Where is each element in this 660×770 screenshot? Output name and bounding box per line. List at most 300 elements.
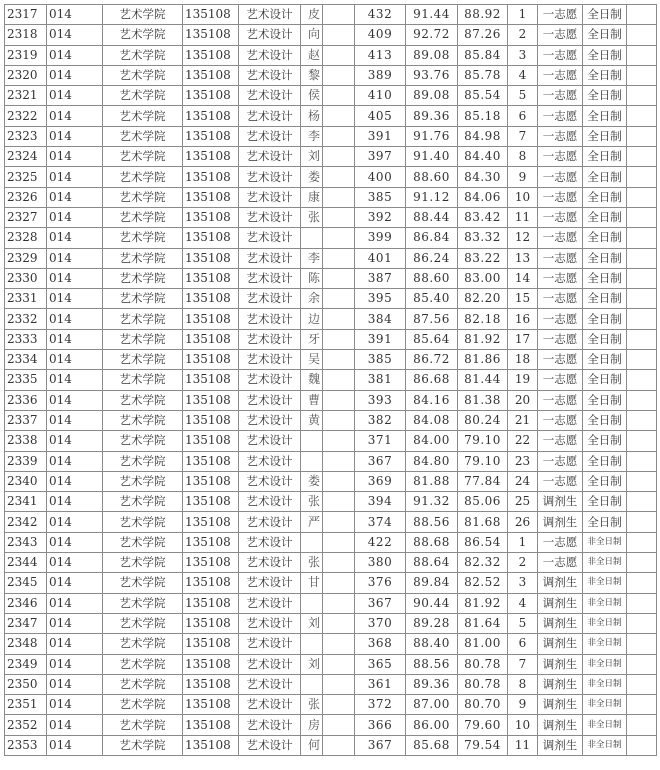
trailing-cell bbox=[627, 350, 657, 370]
rank-cell: 2 bbox=[508, 25, 538, 45]
final-score-cell: 85.18 bbox=[458, 106, 508, 126]
major-name-cell: 艺术设计 bbox=[239, 735, 301, 755]
candidate-name-cell: 严 bbox=[301, 512, 323, 532]
college-name-cell: 艺术学院 bbox=[103, 329, 183, 349]
final-score-cell: 81.64 bbox=[458, 613, 508, 633]
rank-cell: 18 bbox=[508, 350, 538, 370]
row-id-cell: 2344 bbox=[5, 553, 47, 573]
major-code-cell: 135108 bbox=[183, 106, 239, 126]
volunteer-type-cell: 一志愿 bbox=[538, 553, 583, 573]
blank-gap-cell bbox=[323, 410, 355, 430]
table-row bbox=[5, 248, 657, 268]
college-code-cell: 014 bbox=[47, 451, 103, 471]
blank-gap-cell bbox=[323, 167, 355, 187]
college-code-cell: 014 bbox=[47, 187, 103, 207]
trailing-cell bbox=[627, 187, 657, 207]
final-score-cell: 77.84 bbox=[458, 471, 508, 491]
rank-cell: 11 bbox=[508, 735, 538, 755]
college-name-cell: 艺术学院 bbox=[103, 147, 183, 167]
major-code-cell: 135108 bbox=[183, 187, 239, 207]
row-id-cell: 2317 bbox=[5, 5, 47, 25]
retest-score-cell: 86.72 bbox=[406, 350, 458, 370]
major-name-cell: 艺术设计 bbox=[239, 350, 301, 370]
total-score-cell: 387 bbox=[355, 268, 406, 288]
trailing-cell bbox=[627, 573, 657, 593]
final-score-cell: 83.00 bbox=[458, 268, 508, 288]
major-code-cell: 135108 bbox=[183, 329, 239, 349]
major-name-cell: 艺术设计 bbox=[239, 289, 301, 309]
retest-score-cell: 91.44 bbox=[406, 5, 458, 25]
final-score-cell: 85.78 bbox=[458, 65, 508, 85]
major-name-cell: 艺术设计 bbox=[239, 106, 301, 126]
study-mode-cell: 全日制 bbox=[583, 167, 627, 187]
volunteer-type-cell: 一志愿 bbox=[538, 228, 583, 248]
candidate-name-cell: 刘 bbox=[301, 147, 323, 167]
major-name-cell: 艺术设计 bbox=[239, 410, 301, 430]
rank-cell: 2 bbox=[508, 553, 538, 573]
table-body bbox=[5, 5, 657, 756]
major-name-cell: 艺术设计 bbox=[239, 167, 301, 187]
major-name-cell: 艺术设计 bbox=[239, 573, 301, 593]
blank-gap-cell bbox=[323, 654, 355, 674]
row-id-cell: 2327 bbox=[5, 207, 47, 227]
college-code-cell: 014 bbox=[47, 228, 103, 248]
blank-gap-cell bbox=[323, 613, 355, 633]
study-mode-cell: 全日制 bbox=[583, 410, 627, 430]
trailing-cell bbox=[627, 289, 657, 309]
total-score-cell: 372 bbox=[355, 695, 406, 715]
final-score-cell: 83.42 bbox=[458, 207, 508, 227]
major-name-cell: 艺术设计 bbox=[239, 715, 301, 735]
trailing-cell bbox=[627, 207, 657, 227]
table-row bbox=[5, 695, 657, 715]
blank-gap-cell bbox=[323, 512, 355, 532]
total-score-cell: 367 bbox=[355, 735, 406, 755]
retest-score-cell: 88.60 bbox=[406, 268, 458, 288]
blank-gap-cell bbox=[323, 5, 355, 25]
retest-score-cell: 89.36 bbox=[406, 674, 458, 694]
major-code-cell: 135108 bbox=[183, 431, 239, 451]
college-name-cell: 艺术学院 bbox=[103, 65, 183, 85]
major-code-cell: 135108 bbox=[183, 228, 239, 248]
college-code-cell: 014 bbox=[47, 593, 103, 613]
table-row bbox=[5, 532, 657, 552]
college-name-cell: 艺术学院 bbox=[103, 370, 183, 390]
college-code-cell: 014 bbox=[47, 654, 103, 674]
retest-score-cell: 88.56 bbox=[406, 512, 458, 532]
blank-gap-cell bbox=[323, 147, 355, 167]
final-score-cell: 79.10 bbox=[458, 451, 508, 471]
total-score-cell: 389 bbox=[355, 65, 406, 85]
trailing-cell bbox=[627, 410, 657, 430]
table-row bbox=[5, 390, 657, 410]
rank-cell: 10 bbox=[508, 187, 538, 207]
major-code-cell: 135108 bbox=[183, 248, 239, 268]
final-score-cell: 82.20 bbox=[458, 289, 508, 309]
major-code-cell: 135108 bbox=[183, 268, 239, 288]
study-mode-cell: 全日制 bbox=[583, 86, 627, 106]
rank-cell: 14 bbox=[508, 268, 538, 288]
blank-gap-cell bbox=[323, 471, 355, 491]
candidate-name-cell: 向 bbox=[301, 25, 323, 45]
major-code-cell: 135108 bbox=[183, 25, 239, 45]
college-name-cell: 艺术学院 bbox=[103, 735, 183, 755]
total-score-cell: 381 bbox=[355, 370, 406, 390]
trailing-cell bbox=[627, 126, 657, 146]
retest-score-cell: 84.08 bbox=[406, 410, 458, 430]
major-code-cell: 135108 bbox=[183, 390, 239, 410]
college-code-cell: 014 bbox=[47, 207, 103, 227]
major-name-cell: 艺术设计 bbox=[239, 86, 301, 106]
row-id-cell: 2341 bbox=[5, 492, 47, 512]
study-mode-cell: 全日制 bbox=[583, 289, 627, 309]
major-code-cell: 135108 bbox=[183, 735, 239, 755]
major-name-cell: 艺术设计 bbox=[239, 228, 301, 248]
volunteer-type-cell: 一志愿 bbox=[538, 289, 583, 309]
college-code-cell: 014 bbox=[47, 25, 103, 45]
volunteer-type-cell: 调剂生 bbox=[538, 715, 583, 735]
total-score-cell: 422 bbox=[355, 532, 406, 552]
college-name-cell: 艺术学院 bbox=[103, 654, 183, 674]
major-name-cell: 艺术设计 bbox=[239, 65, 301, 85]
college-name-cell: 艺术学院 bbox=[103, 5, 183, 25]
blank-gap-cell bbox=[323, 370, 355, 390]
study-mode-cell: 非全日制 bbox=[583, 613, 627, 633]
major-name-cell: 艺术设计 bbox=[239, 370, 301, 390]
total-score-cell: 395 bbox=[355, 289, 406, 309]
table-row bbox=[5, 512, 657, 532]
study-mode-cell: 全日制 bbox=[583, 45, 627, 65]
blank-gap-cell bbox=[323, 593, 355, 613]
total-score-cell: 409 bbox=[355, 25, 406, 45]
study-mode-cell: 全日制 bbox=[583, 268, 627, 288]
major-code-cell: 135108 bbox=[183, 350, 239, 370]
total-score-cell: 367 bbox=[355, 593, 406, 613]
retest-score-cell: 88.64 bbox=[406, 553, 458, 573]
college-name-cell: 艺术学院 bbox=[103, 573, 183, 593]
major-name-cell: 艺术设计 bbox=[239, 654, 301, 674]
college-name-cell: 艺术学院 bbox=[103, 634, 183, 654]
blank-gap-cell bbox=[323, 248, 355, 268]
major-name-cell: 艺术设计 bbox=[239, 5, 301, 25]
college-code-cell: 014 bbox=[47, 350, 103, 370]
rank-cell: 23 bbox=[508, 451, 538, 471]
table-row bbox=[5, 106, 657, 126]
major-code-cell: 135108 bbox=[183, 512, 239, 532]
candidate-name-cell: 刘 bbox=[301, 613, 323, 633]
trailing-cell bbox=[627, 86, 657, 106]
candidate-name-cell bbox=[301, 228, 323, 248]
college-code-cell: 014 bbox=[47, 553, 103, 573]
blank-gap-cell bbox=[323, 532, 355, 552]
trailing-cell bbox=[627, 512, 657, 532]
college-code-cell: 014 bbox=[47, 471, 103, 491]
major-name-cell: 艺术设计 bbox=[239, 329, 301, 349]
study-mode-cell: 全日制 bbox=[583, 370, 627, 390]
blank-gap-cell bbox=[323, 715, 355, 735]
row-id-cell: 2325 bbox=[5, 167, 47, 187]
table-row bbox=[5, 268, 657, 288]
retest-score-cell: 91.32 bbox=[406, 492, 458, 512]
trailing-cell bbox=[627, 25, 657, 45]
final-score-cell: 83.32 bbox=[458, 228, 508, 248]
volunteer-type-cell: 调剂生 bbox=[538, 492, 583, 512]
row-id-cell: 2337 bbox=[5, 410, 47, 430]
blank-gap-cell bbox=[323, 329, 355, 349]
volunteer-type-cell: 一志愿 bbox=[538, 5, 583, 25]
volunteer-type-cell: 一志愿 bbox=[538, 248, 583, 268]
retest-score-cell: 81.88 bbox=[406, 471, 458, 491]
retest-score-cell: 93.76 bbox=[406, 65, 458, 85]
trailing-cell bbox=[627, 370, 657, 390]
final-score-cell: 84.40 bbox=[458, 147, 508, 167]
table-row bbox=[5, 167, 657, 187]
table-row bbox=[5, 654, 657, 674]
study-mode-cell: 全日制 bbox=[583, 431, 627, 451]
major-code-cell: 135108 bbox=[183, 593, 239, 613]
final-score-cell: 80.78 bbox=[458, 674, 508, 694]
total-score-cell: 369 bbox=[355, 471, 406, 491]
volunteer-type-cell: 一志愿 bbox=[538, 370, 583, 390]
table-row bbox=[5, 613, 657, 633]
final-score-cell: 81.38 bbox=[458, 390, 508, 410]
volunteer-type-cell: 一志愿 bbox=[538, 431, 583, 451]
major-name-cell: 艺术设计 bbox=[239, 553, 301, 573]
final-score-cell: 82.18 bbox=[458, 309, 508, 329]
study-mode-cell: 非全日制 bbox=[583, 573, 627, 593]
college-name-cell: 艺术学院 bbox=[103, 390, 183, 410]
volunteer-type-cell: 一志愿 bbox=[538, 147, 583, 167]
trailing-cell bbox=[627, 492, 657, 512]
rank-cell: 17 bbox=[508, 329, 538, 349]
college-code-cell: 014 bbox=[47, 329, 103, 349]
college-name-cell: 艺术学院 bbox=[103, 45, 183, 65]
rank-cell: 5 bbox=[508, 86, 538, 106]
row-id-cell: 2345 bbox=[5, 573, 47, 593]
final-score-cell: 81.92 bbox=[458, 329, 508, 349]
total-score-cell: 370 bbox=[355, 613, 406, 633]
rank-cell: 7 bbox=[508, 654, 538, 674]
retest-score-cell: 88.68 bbox=[406, 532, 458, 552]
candidate-name-cell: 娄 bbox=[301, 167, 323, 187]
major-code-cell: 135108 bbox=[183, 573, 239, 593]
final-score-cell: 85.84 bbox=[458, 45, 508, 65]
retest-score-cell: 86.24 bbox=[406, 248, 458, 268]
study-mode-cell: 全日制 bbox=[583, 512, 627, 532]
college-name-cell: 艺术学院 bbox=[103, 593, 183, 613]
trailing-cell bbox=[627, 45, 657, 65]
trailing-cell bbox=[627, 735, 657, 755]
retest-score-cell: 87.56 bbox=[406, 309, 458, 329]
study-mode-cell: 全日制 bbox=[583, 451, 627, 471]
volunteer-type-cell: 一志愿 bbox=[538, 25, 583, 45]
study-mode-cell: 全日制 bbox=[583, 471, 627, 491]
study-mode-cell: 非全日制 bbox=[583, 553, 627, 573]
study-mode-cell: 全日制 bbox=[583, 207, 627, 227]
rank-cell: 9 bbox=[508, 167, 538, 187]
blank-gap-cell bbox=[323, 573, 355, 593]
major-code-cell: 135108 bbox=[183, 492, 239, 512]
volunteer-type-cell: 一志愿 bbox=[538, 86, 583, 106]
row-id-cell: 2323 bbox=[5, 126, 47, 146]
row-id-cell: 2318 bbox=[5, 25, 47, 45]
rank-cell: 22 bbox=[508, 431, 538, 451]
major-name-cell: 艺术设计 bbox=[239, 431, 301, 451]
candidate-name-cell: 侯 bbox=[301, 86, 323, 106]
table-row bbox=[5, 329, 657, 349]
candidate-name-cell: 李 bbox=[301, 126, 323, 146]
college-code-cell: 014 bbox=[47, 5, 103, 25]
retest-score-cell: 91.40 bbox=[406, 147, 458, 167]
blank-gap-cell bbox=[323, 634, 355, 654]
college-code-cell: 014 bbox=[47, 86, 103, 106]
row-id-cell: 2339 bbox=[5, 451, 47, 471]
study-mode-cell: 全日制 bbox=[583, 492, 627, 512]
retest-score-cell: 89.36 bbox=[406, 106, 458, 126]
total-score-cell: 361 bbox=[355, 674, 406, 694]
rank-cell: 12 bbox=[508, 228, 538, 248]
retest-score-cell: 88.44 bbox=[406, 207, 458, 227]
final-score-cell: 81.86 bbox=[458, 350, 508, 370]
major-code-cell: 135108 bbox=[183, 471, 239, 491]
major-name-cell: 艺术设计 bbox=[239, 248, 301, 268]
candidate-name-cell: 娄 bbox=[301, 471, 323, 491]
table-row bbox=[5, 147, 657, 167]
retest-score-cell: 87.00 bbox=[406, 695, 458, 715]
major-name-cell: 艺术设计 bbox=[239, 25, 301, 45]
retest-score-cell: 88.60 bbox=[406, 167, 458, 187]
trailing-cell bbox=[627, 106, 657, 126]
rank-cell: 24 bbox=[508, 471, 538, 491]
major-name-cell: 艺术设计 bbox=[239, 492, 301, 512]
study-mode-cell: 全日制 bbox=[583, 65, 627, 85]
candidate-name-cell: 赵 bbox=[301, 45, 323, 65]
college-code-cell: 014 bbox=[47, 106, 103, 126]
rank-cell: 5 bbox=[508, 613, 538, 633]
retest-score-cell: 89.08 bbox=[406, 45, 458, 65]
table-row bbox=[5, 187, 657, 207]
row-id-cell: 2321 bbox=[5, 86, 47, 106]
trailing-cell bbox=[627, 553, 657, 573]
row-id-cell: 2333 bbox=[5, 329, 47, 349]
rank-cell: 8 bbox=[508, 674, 538, 694]
candidate-name-cell bbox=[301, 431, 323, 451]
major-code-cell: 135108 bbox=[183, 451, 239, 471]
college-name-cell: 艺术学院 bbox=[103, 695, 183, 715]
college-name-cell: 艺术学院 bbox=[103, 126, 183, 146]
college-name-cell: 艺术学院 bbox=[103, 289, 183, 309]
major-name-cell: 艺术设计 bbox=[239, 451, 301, 471]
college-code-cell: 014 bbox=[47, 613, 103, 633]
volunteer-type-cell: 一志愿 bbox=[538, 350, 583, 370]
row-id-cell: 2342 bbox=[5, 512, 47, 532]
major-code-cell: 135108 bbox=[183, 289, 239, 309]
total-score-cell: 380 bbox=[355, 553, 406, 573]
table-row bbox=[5, 471, 657, 491]
total-score-cell: 382 bbox=[355, 410, 406, 430]
study-mode-cell: 非全日制 bbox=[583, 654, 627, 674]
trailing-cell bbox=[627, 5, 657, 25]
candidate-name-cell: 房 bbox=[301, 715, 323, 735]
college-code-cell: 014 bbox=[47, 573, 103, 593]
candidate-name-cell bbox=[301, 593, 323, 613]
table-row bbox=[5, 553, 657, 573]
candidate-name-cell: 陈 bbox=[301, 268, 323, 288]
row-id-cell: 2329 bbox=[5, 248, 47, 268]
final-score-cell: 80.24 bbox=[458, 410, 508, 430]
total-score-cell: 384 bbox=[355, 309, 406, 329]
rank-cell: 25 bbox=[508, 492, 538, 512]
trailing-cell bbox=[627, 654, 657, 674]
major-name-cell: 艺术设计 bbox=[239, 471, 301, 491]
college-name-cell: 艺术学院 bbox=[103, 613, 183, 633]
rank-cell: 4 bbox=[508, 593, 538, 613]
row-id-cell: 2348 bbox=[5, 634, 47, 654]
final-score-cell: 84.30 bbox=[458, 167, 508, 187]
candidate-name-cell: 康 bbox=[301, 187, 323, 207]
retest-score-cell: 88.40 bbox=[406, 634, 458, 654]
admission-score-table-container bbox=[4, 4, 656, 756]
blank-gap-cell bbox=[323, 268, 355, 288]
row-id-cell: 2334 bbox=[5, 350, 47, 370]
major-code-cell: 135108 bbox=[183, 410, 239, 430]
trailing-cell bbox=[627, 613, 657, 633]
study-mode-cell: 全日制 bbox=[583, 187, 627, 207]
total-score-cell: 393 bbox=[355, 390, 406, 410]
candidate-name-cell bbox=[301, 532, 323, 552]
total-score-cell: 397 bbox=[355, 147, 406, 167]
study-mode-cell: 非全日制 bbox=[583, 695, 627, 715]
study-mode-cell: 全日制 bbox=[583, 228, 627, 248]
college-code-cell: 014 bbox=[47, 268, 103, 288]
candidate-name-cell: 边 bbox=[301, 309, 323, 329]
candidate-name-cell: 甘 bbox=[301, 573, 323, 593]
final-score-cell: 82.32 bbox=[458, 553, 508, 573]
trailing-cell bbox=[627, 532, 657, 552]
major-name-cell: 艺术设计 bbox=[239, 674, 301, 694]
study-mode-cell: 全日制 bbox=[583, 126, 627, 146]
college-name-cell: 艺术学院 bbox=[103, 106, 183, 126]
study-mode-cell: 全日制 bbox=[583, 390, 627, 410]
major-code-cell: 135108 bbox=[183, 370, 239, 390]
trailing-cell bbox=[627, 695, 657, 715]
major-name-cell: 艺术设计 bbox=[239, 613, 301, 633]
volunteer-type-cell: 调剂生 bbox=[538, 674, 583, 694]
college-code-cell: 014 bbox=[47, 634, 103, 654]
table-row bbox=[5, 5, 657, 25]
college-code-cell: 014 bbox=[47, 492, 103, 512]
candidate-name-cell: 余 bbox=[301, 289, 323, 309]
major-code-cell: 135108 bbox=[183, 45, 239, 65]
college-code-cell: 014 bbox=[47, 735, 103, 755]
college-code-cell: 014 bbox=[47, 674, 103, 694]
table-row bbox=[5, 86, 657, 106]
table-row bbox=[5, 451, 657, 471]
college-code-cell: 014 bbox=[47, 695, 103, 715]
major-code-cell: 135108 bbox=[183, 5, 239, 25]
row-id-cell: 2322 bbox=[5, 106, 47, 126]
study-mode-cell: 全日制 bbox=[583, 350, 627, 370]
candidate-name-cell: 张 bbox=[301, 553, 323, 573]
table-row bbox=[5, 207, 657, 227]
trailing-cell bbox=[627, 715, 657, 735]
trailing-cell bbox=[627, 593, 657, 613]
college-name-cell: 艺术学院 bbox=[103, 268, 183, 288]
college-name-cell: 艺术学院 bbox=[103, 187, 183, 207]
rank-cell: 6 bbox=[508, 106, 538, 126]
trailing-cell bbox=[627, 634, 657, 654]
final-score-cell: 80.70 bbox=[458, 695, 508, 715]
